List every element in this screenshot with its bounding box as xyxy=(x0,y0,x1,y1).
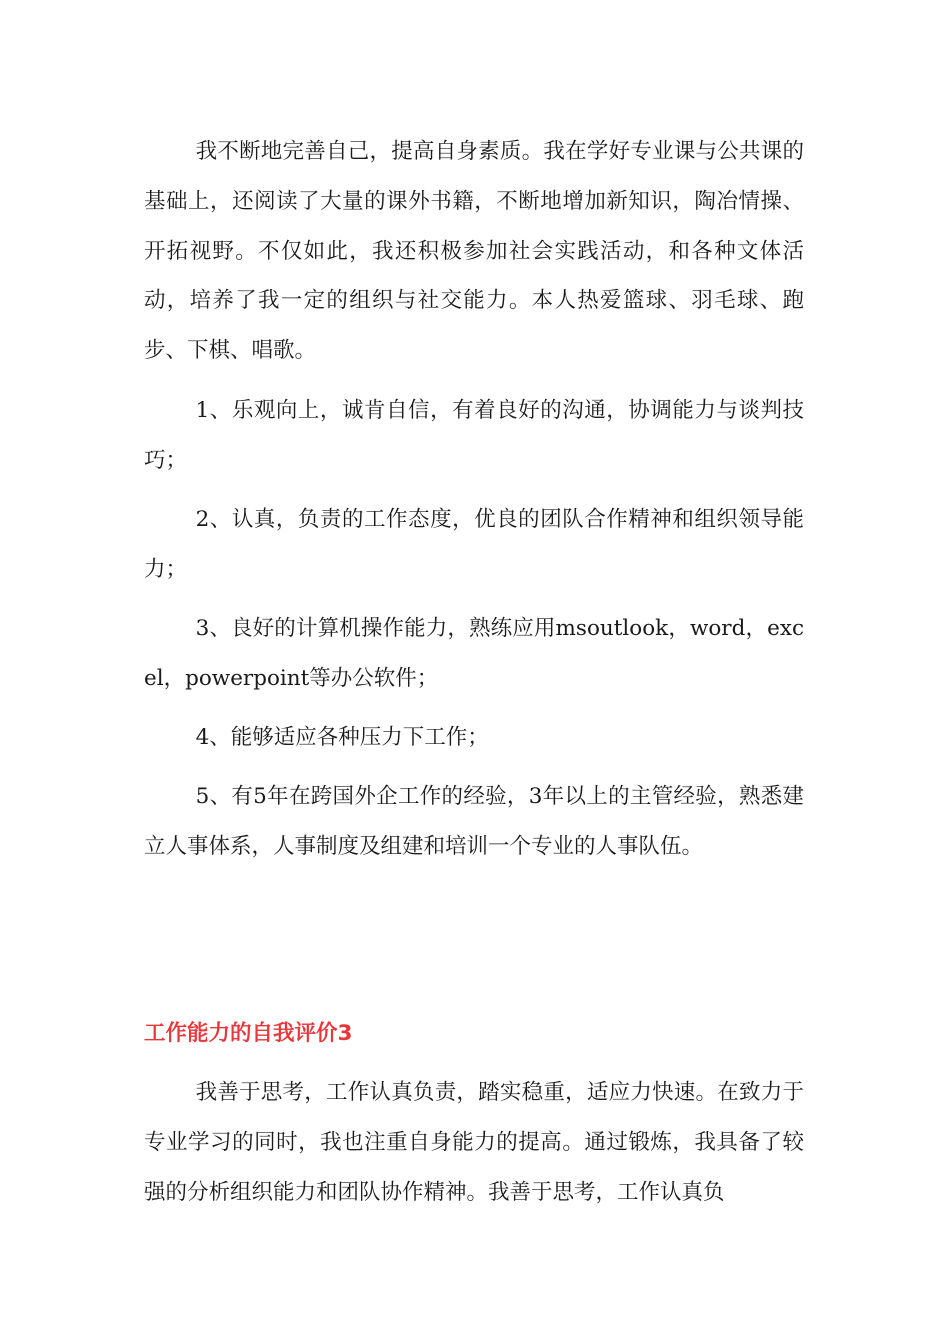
paragraph-work-ability: 我善于思考，工作认真负责，踏实稳重，适应力快速。在致力于专业学习的同时，我也注重自身能力的提高。通过锻炼，我具备了较强的分析组织能力和团队协作精神。我善于思考，工作认真负 xyxy=(144,1080,804,1205)
paragraph-self-improvement: 我不断地完善自己，提高自身素质。我在学好专业课与公共课的基础上，还阅读了大量的课外书籍，不断地增加新知识，陶冶情操、开拓视野。不仅如此，我还积极参加社会实践活动，和各种文体活动，培养了我一定的组织与社交能力。本人热爱篮球、羽毛球、跑步、下棋、唱歌。 xyxy=(144,139,804,364)
list-item-2-responsibility: 2、认真，负责的工作态度，优良的团队合作精神和组织领导能力； xyxy=(144,507,804,582)
list-item-3-computer-skills: 3、良好的计算机操作能力，熟练应用msoutlook，word，excel，powerpoint等办公软件； xyxy=(144,616,804,691)
list-item-1-optimism: 1、乐观向上，诚肯自信，有着良好的沟通，协调能力与谈判技巧； xyxy=(144,398,804,473)
list-item-5-experience: 5、有5年在跨国外企工作的经验，3年以上的主管经验，熟悉建立人事体系，人事制度及组建和培训一个专业的人事队伍。 xyxy=(144,784,804,859)
list-item-4-pressure: 4、能够适应各种压力下工作； xyxy=(195,725,489,750)
section-heading: 工作能力的自我评价3 xyxy=(144,1021,353,1046)
